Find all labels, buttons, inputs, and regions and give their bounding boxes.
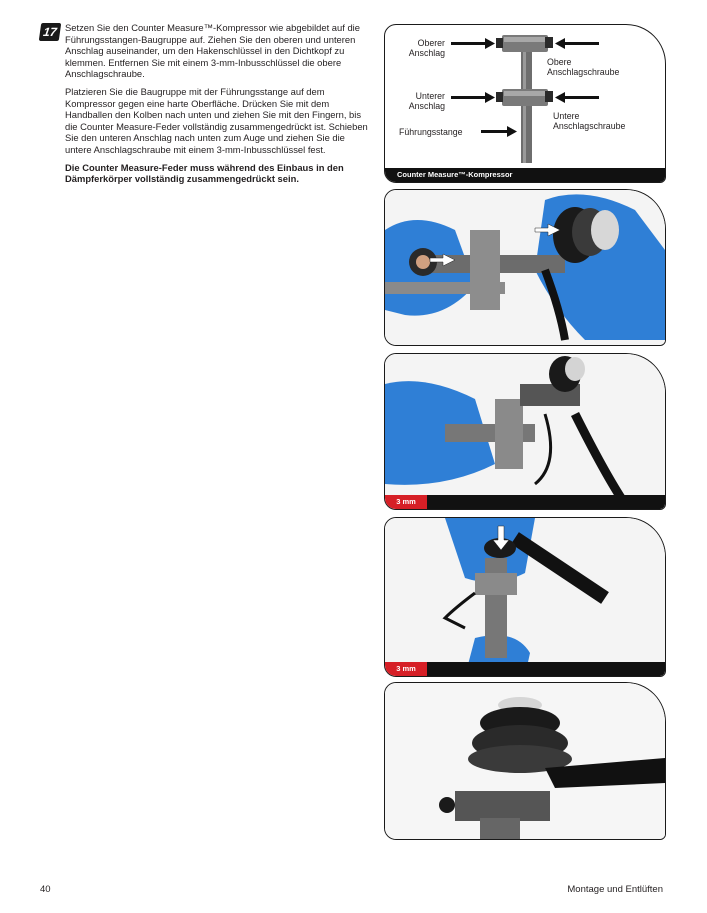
- caption-bar: [427, 662, 665, 676]
- step-number-badge: 17: [39, 23, 62, 41]
- label-unterer-anschlag: Unterer Anschlag: [408, 91, 445, 112]
- diagram-caption: Counter Measure™-Kompressor: [397, 170, 513, 179]
- photo-closeup-panel: [384, 682, 666, 840]
- photo-hex-key-upper: [385, 354, 665, 509]
- caption-bar: [427, 495, 665, 509]
- photo-hex-key-upper-panel: [384, 353, 666, 510]
- label-fuehrungsstange: Führungsstange: [399, 127, 463, 137]
- photo-spread-stops: [385, 190, 665, 345]
- instruction-text: [65, 22, 370, 191]
- instruction-warning: Die Counter Measure-Feder muss während des Einbaus in den Dämpferkörper vollständig zusammengedrückt sein.: [65, 161, 344, 185]
- page-number: 40: [40, 884, 51, 895]
- photo-spread-stops-panel: [384, 189, 666, 346]
- tool-size-tag: 3 mm: [385, 662, 427, 676]
- compressor-diagram-panel: [384, 24, 666, 183]
- instruction-paragraph-2: Platzieren Sie die Baugruppe mit der Führungsstange auf dem Kompressor gegen eine harte Oberfläche. Drücken Sie mit dem Handballen den Kolben nach unten und ziehen Sie mit den Fingern, bis die Counter Measure-Feder vollständig zusammengedrückt ist. Schieben Sie den unteren Anschlag nach unten zum Auge und ziehen Sie die untere Anschlagschraube mit einem 3-mm-Inbusschlüssel fest.: [65, 85, 368, 155]
- photo-closeup: [385, 683, 665, 839]
- caption-bar: [385, 168, 665, 182]
- photo-compress-spring-panel: [384, 517, 666, 677]
- tool-size-tag: 3 mm: [385, 495, 427, 509]
- label-obere-anschlagschraube: Obere Anschlagschraube: [547, 57, 620, 78]
- section-title: Montage und Entlüften: [567, 884, 663, 895]
- label-oberer-anschlag: Oberer Anschlag: [408, 38, 445, 59]
- label-untere-anschlagschraube: Untere Anschlagschraube: [553, 111, 626, 132]
- photo-compress-spring: [385, 518, 665, 676]
- instruction-paragraph-1: Setzen Sie den Counter Measure™-Kompressor wie abgebildet auf die Führungsstangen-Baugruppe auf. Ziehen Sie den oberen und unteren Anschlag auseinander, um den Hakenschlüssel in den Dichtkopf zu klemmen. Entfernen Sie mit einem 3-mm-Inbusschlüssel die obere Anschlagschraube.: [65, 22, 360, 80]
